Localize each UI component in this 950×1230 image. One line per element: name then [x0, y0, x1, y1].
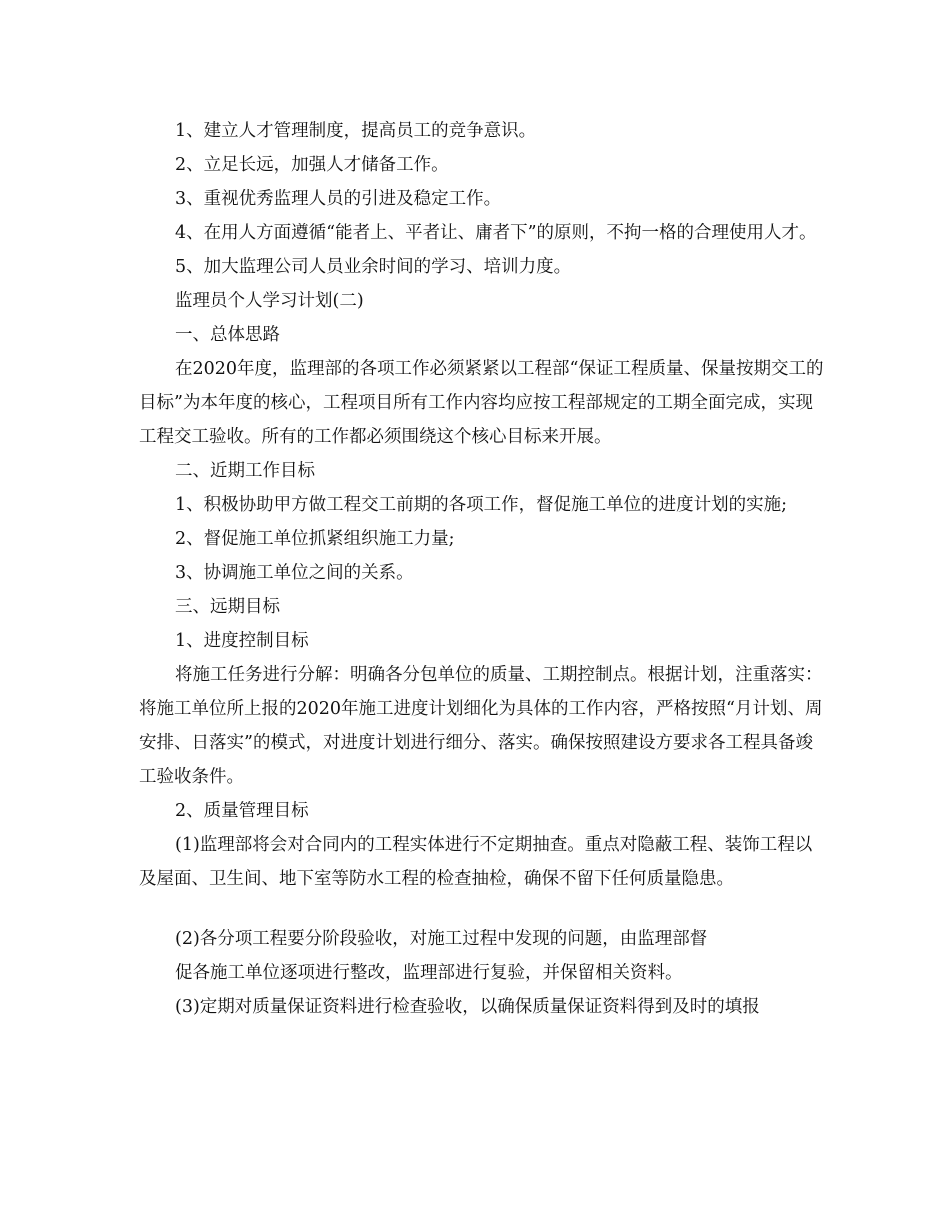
paragraph-quality-item-2-line-2: 促各施工单位逐项进行整改，监理部进行复验，并保留相关资料。: [175, 963, 683, 983]
paragraph-near-term-goal-1: 1、积极协助甲方做工程交工前期的各项工作，督促施工单位的进度计划的实施;: [175, 495, 788, 515]
heading-near-term-goals: 二、近期工作目标: [175, 461, 315, 481]
paragraph-training: 5、加大监理公司人员业余时间的学习、培训力度。: [175, 257, 572, 277]
paragraph-near-term-goal-3: 3、协调施工单位之间的关系。: [175, 563, 414, 583]
paragraph-near-term-goal-2: 2、督促施工单位抓紧组织施工力量;: [175, 529, 455, 549]
paragraph-quality-item-3: (3)定期对质量保证资料进行检查验收，以确保质量保证资料得到及时的填报: [175, 997, 760, 1017]
heading-long-term-goals: 三、远期目标: [175, 597, 280, 617]
paragraph-talent-system: 1、建立人才管理制度，提高员工的竞争意识。: [175, 121, 537, 141]
section-title-study-plan: 监理员个人学习计划(二): [175, 291, 364, 311]
paragraph-talent-reserve: 2、立足长远，加强人才储备工作。: [175, 155, 449, 175]
heading-overall-approach: 一、总体思路: [175, 325, 280, 345]
paragraph-employment-principle: 4、在用人方面遵循“能者上、平者让、庸者下”的原则，不拘一格的合理使用人才。: [175, 223, 817, 243]
paragraph-quality-item-2-line-1: (2)各分项工程要分阶段验收，对施工过程中发现的问题，由监理部督: [175, 929, 708, 949]
paragraph-quality-item-1: (1)监理部将会对合同内的工程实体进行不定期抽查。重点对隐蔽工程、装饰工程以及屋面、卫生间、地下室等防水工程的检查抽检，确保不留下任何质量隐患。: [139, 835, 813, 889]
document-body: [139, 114, 829, 1024]
paragraph-overall-approach: 在2020年度，监理部的各项工作必须紧紧以工程部“保证工程质量、保量按期交工的目标”为本年度的核心，工程项目所有工作内容均应按工程部规定的工期全面完成，实现工程交工验收。所有的工作都必须围绕这个核心目标来开展。: [139, 359, 824, 447]
heading-quality-management: 2、质量管理目标: [175, 801, 309, 821]
heading-schedule-control: 1、进度控制目标: [175, 631, 309, 651]
paragraph-supervisor-introduction: 3、重视优秀监理人员的引进及稳定工作。: [175, 189, 502, 209]
paragraph-schedule-control: 将施工任务进行分解：明确各分包单位的质量、工期控制点。根据计划，注重落实：将施工单位所上报的2020年施工进度计划细化为具体的工作内容，严格按照“月计划、周安排、日落实”的模式，对进度计划进行细分、落实。确保按照建设方要求各工程具备竣工验收条件。: [139, 665, 823, 787]
